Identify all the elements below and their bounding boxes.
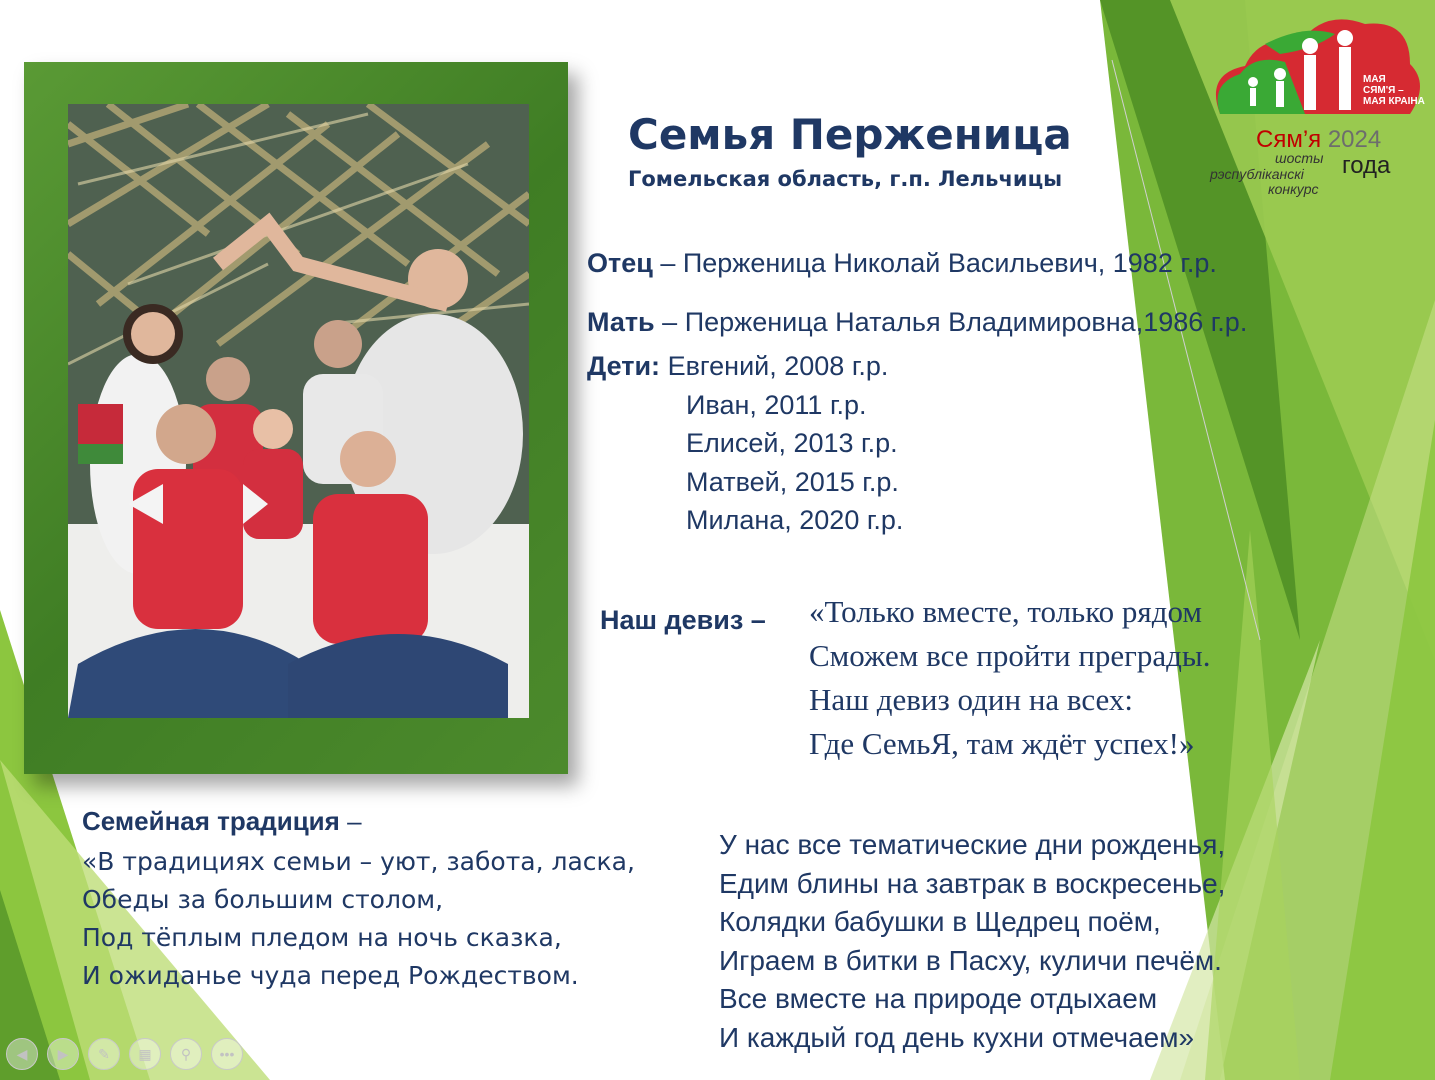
logo-slogan-line: СЯМ'Я – (1363, 85, 1404, 96)
child-item: Иван, 2011 г.р. (686, 390, 867, 420)
tradition-text (82, 843, 635, 995)
tradition-line: Под тёплым пледом на ночь сказка, (82, 923, 562, 952)
motto-line: Где СемьЯ, там ждёт успех!» (809, 726, 1195, 761)
logo-year: 2024 (1327, 126, 1382, 153)
logo-caption: рэспубліканскі (1210, 166, 1304, 182)
photo-frame (24, 62, 568, 774)
poem-line: У нас все тематические дни рожденья, (719, 829, 1226, 860)
logo-slogan (1363, 74, 1425, 107)
previous-icon[interactable]: ◀ (6, 1038, 38, 1070)
logo-caption: шосты (1275, 150, 1324, 166)
tradition-line: Обеды за большим столом, (82, 885, 444, 914)
family-location: Гомельская область, г.п. Лельчицы (628, 167, 1063, 191)
slides-grid-icon[interactable]: ▦ (129, 1038, 161, 1070)
mother-line (587, 307, 1247, 338)
logo-caption: конкурс (1268, 181, 1319, 197)
tradition-line: «В традициях семьи – уют, забота, ласка, (82, 847, 635, 876)
motto-line: Сможем все пройти преграды. (809, 638, 1211, 673)
page-title: Семья Перженица (628, 110, 1072, 159)
next-icon[interactable]: ▶ (47, 1038, 79, 1070)
poem-line: Все вместе на природе отдыхаем (719, 983, 1158, 1014)
poem-line: Колядки бабушки в Щедрец поём, (719, 906, 1161, 937)
child-item: Елисей, 2013 г.р. (686, 428, 898, 458)
family-poem (719, 826, 1225, 1057)
slideshow-controls (6, 1038, 243, 1070)
logo-slogan-line: МАЯ КРАІНА (1363, 96, 1425, 107)
motto-text (809, 590, 1211, 766)
zoom-icon[interactable]: ⚲ (170, 1038, 202, 1070)
logo-caption: года (1342, 152, 1391, 179)
children-label: Дети: (587, 351, 661, 381)
tradition-dash: – (339, 806, 362, 836)
motto-label: Наш девиз – (600, 605, 766, 635)
poem-line: Едим блины на завтрак в воскресенье, (719, 867, 1226, 899)
child-item: Евгений, 2008 г.р. (667, 351, 889, 381)
mother-text: – Перженица Наталья Владимировна,1986 г.р. (654, 307, 1248, 337)
pen-icon[interactable]: ✎ (88, 1038, 120, 1070)
more-icon[interactable]: ••• (211, 1038, 243, 1070)
mother-label: Мать (587, 307, 655, 337)
tradition-line: И ожиданье чуда перед Рождеством. (82, 961, 579, 990)
poem-line: Играем в битки в Пасху, куличи печём. (719, 944, 1222, 976)
child-item: Матвей, 2015 г.р. (686, 467, 899, 497)
tradition-label: Семейная традиция (82, 806, 340, 836)
child-item: Милана, 2020 г.р. (686, 505, 904, 535)
father-text: – Перженица Николай Васильевич, 1982 г.р. (652, 248, 1217, 278)
poem-line: И каждый год день кухни отмечаем» (719, 1021, 1195, 1053)
tradition-heading (82, 806, 362, 837)
logo-slogan-line: МАЯ (1363, 74, 1386, 85)
logo-name: Сям’я (1256, 126, 1322, 153)
family-photo (68, 104, 529, 718)
father-line (587, 248, 1217, 279)
children-label-line (587, 351, 888, 382)
motto-line: Наш девиз один на всех: (809, 682, 1133, 717)
motto-line: «Только вместе, только рядом (809, 594, 1202, 629)
father-label: Отец (587, 248, 653, 278)
